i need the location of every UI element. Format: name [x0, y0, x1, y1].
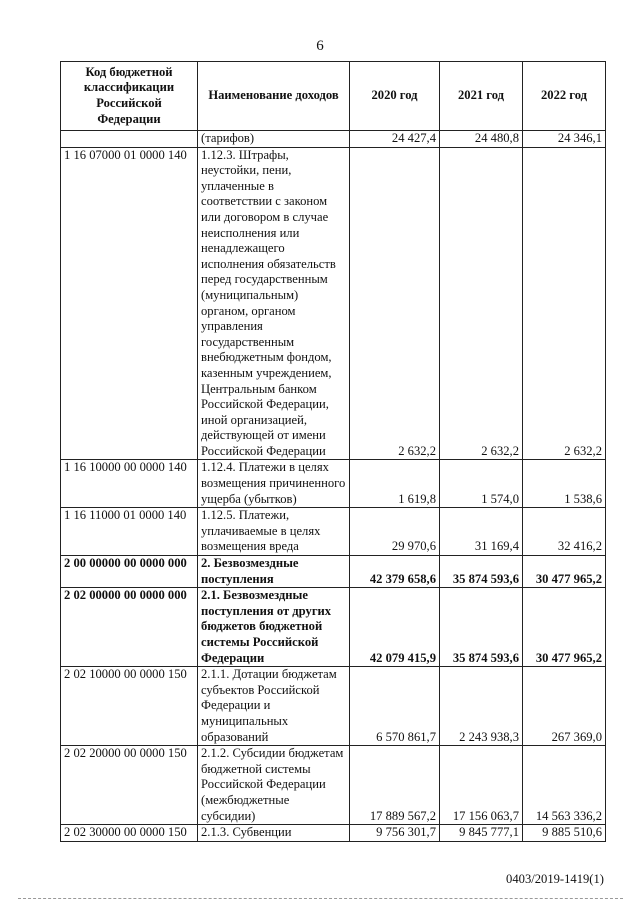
header-name: Наименование доходов — [198, 62, 350, 131]
value-2022-cell: 30 477 965,2 — [523, 588, 606, 667]
value-2022-cell: 9 885 510,6 — [523, 825, 606, 842]
value-2020-cell: 24 427,4 — [350, 131, 440, 148]
budget-code-cell: 2 02 00000 00 0000 000 — [61, 588, 198, 667]
value-2022-cell: 14 563 336,2 — [523, 746, 606, 825]
value-2022-cell: 267 369,0 — [523, 667, 606, 746]
table-row — [61, 825, 606, 842]
value-2020-cell: 17 889 567,2 — [350, 746, 440, 825]
value-2020-cell: 2 632,2 — [350, 147, 440, 460]
value-2022-cell: 30 477 965,2 — [523, 556, 606, 588]
income-name-cell: 1.12.3. Штрафы, неустойки, пени, уплаченные в соответствии с законом или договором в случае неисполнения или ненадлежащего исполнения обязательств перед государственным (муниципальным) органом, органом управления государственным внебюджетным фондом, казенным учреждением, Центральным банком Российской Федерации, иной организацией, действующей от имени Российской Федерации — [198, 147, 350, 460]
budget-code-cell: 1 16 07000 01 0000 140 — [61, 147, 198, 460]
value-2022-cell: 32 416,2 — [523, 508, 606, 556]
budget-income-table — [60, 61, 606, 842]
value-2021-cell: 2 632,2 — [440, 147, 523, 460]
income-name-cell: 2.1.1. Дотации бюджетам субъектов Российской Федерации и муниципальных образований — [198, 667, 350, 746]
budget-code-cell: 2 02 30000 00 0000 150 — [61, 825, 198, 842]
value-2022-cell: 2 632,2 — [523, 147, 606, 460]
value-2021-cell: 9 845 777,1 — [440, 825, 523, 842]
value-2020-cell: 42 379 658,6 — [350, 556, 440, 588]
budget-code-cell: 1 16 11000 01 0000 140 — [61, 508, 198, 556]
budget-code-cell: 2 02 20000 00 0000 150 — [61, 746, 198, 825]
value-2021-cell: 35 874 593,6 — [440, 588, 523, 667]
value-2021-cell: 2 243 938,3 — [440, 667, 523, 746]
income-name-cell: 2.1.2. Субсидии бюджетам бюджетной системы Российской Федерации (межбюджетные субсидии) — [198, 746, 350, 825]
value-2021-cell: 24 480,8 — [440, 131, 523, 148]
header-2022: 2022 год — [523, 62, 606, 131]
page-number: 6 — [316, 38, 324, 54]
value-2022-cell: 1 538,6 — [523, 460, 606, 508]
value-2020-cell: 9 756 301,7 — [350, 825, 440, 842]
table-row — [61, 508, 606, 556]
document-registration-code: 0403/2019-1419(1) — [506, 872, 604, 886]
budget-code-cell: 2 00 00000 00 0000 000 — [61, 556, 198, 588]
table-row — [61, 556, 606, 588]
income-name-cell: 2. Безвозмездные поступления — [198, 556, 350, 588]
income-name-cell: 1.12.5. Платежи, уплачиваемые в целях возмещения вреда — [198, 508, 350, 556]
table-row — [61, 131, 606, 148]
value-2022-cell: 24 346,1 — [523, 131, 606, 148]
value-2020-cell: 1 619,8 — [350, 460, 440, 508]
value-2021-cell: 17 156 063,7 — [440, 746, 523, 825]
budget-code-cell: 1 16 10000 00 0000 140 — [61, 460, 198, 508]
table-row — [61, 460, 606, 508]
header-code: Код бюджетной классификации Российской Федерации — [61, 62, 198, 131]
value-2020-cell: 42 079 415,9 — [350, 588, 440, 667]
income-name-cell: 1.12.4. Платежи в целях возмещения причиненного ущерба (убытков) — [198, 460, 350, 508]
budget-code-cell — [61, 131, 198, 148]
table-row — [61, 147, 606, 460]
table-row — [61, 667, 606, 746]
value-2021-cell: 31 169,4 — [440, 508, 523, 556]
value-2020-cell: 6 570 861,7 — [350, 667, 440, 746]
income-name-cell: 2.1.3. Субвенции — [198, 825, 350, 842]
header-2020: 2020 год — [350, 62, 440, 131]
budget-code-cell: 2 02 10000 00 0000 150 — [61, 667, 198, 746]
income-name-cell: 2.1. Безвозмездные поступления от других бюджетов бюджетной системы Российской Федерации — [198, 588, 350, 667]
income-name-cell: (тарифов) — [198, 131, 350, 148]
value-2021-cell: 1 574,0 — [440, 460, 523, 508]
table-body — [61, 131, 606, 842]
scan-edge-divider — [18, 898, 623, 899]
value-2021-cell: 35 874 593,6 — [440, 556, 523, 588]
table-header-row — [61, 62, 606, 131]
table-row — [61, 588, 606, 667]
value-2020-cell: 29 970,6 — [350, 508, 440, 556]
table-row — [61, 746, 606, 825]
header-2021: 2021 год — [440, 62, 523, 131]
